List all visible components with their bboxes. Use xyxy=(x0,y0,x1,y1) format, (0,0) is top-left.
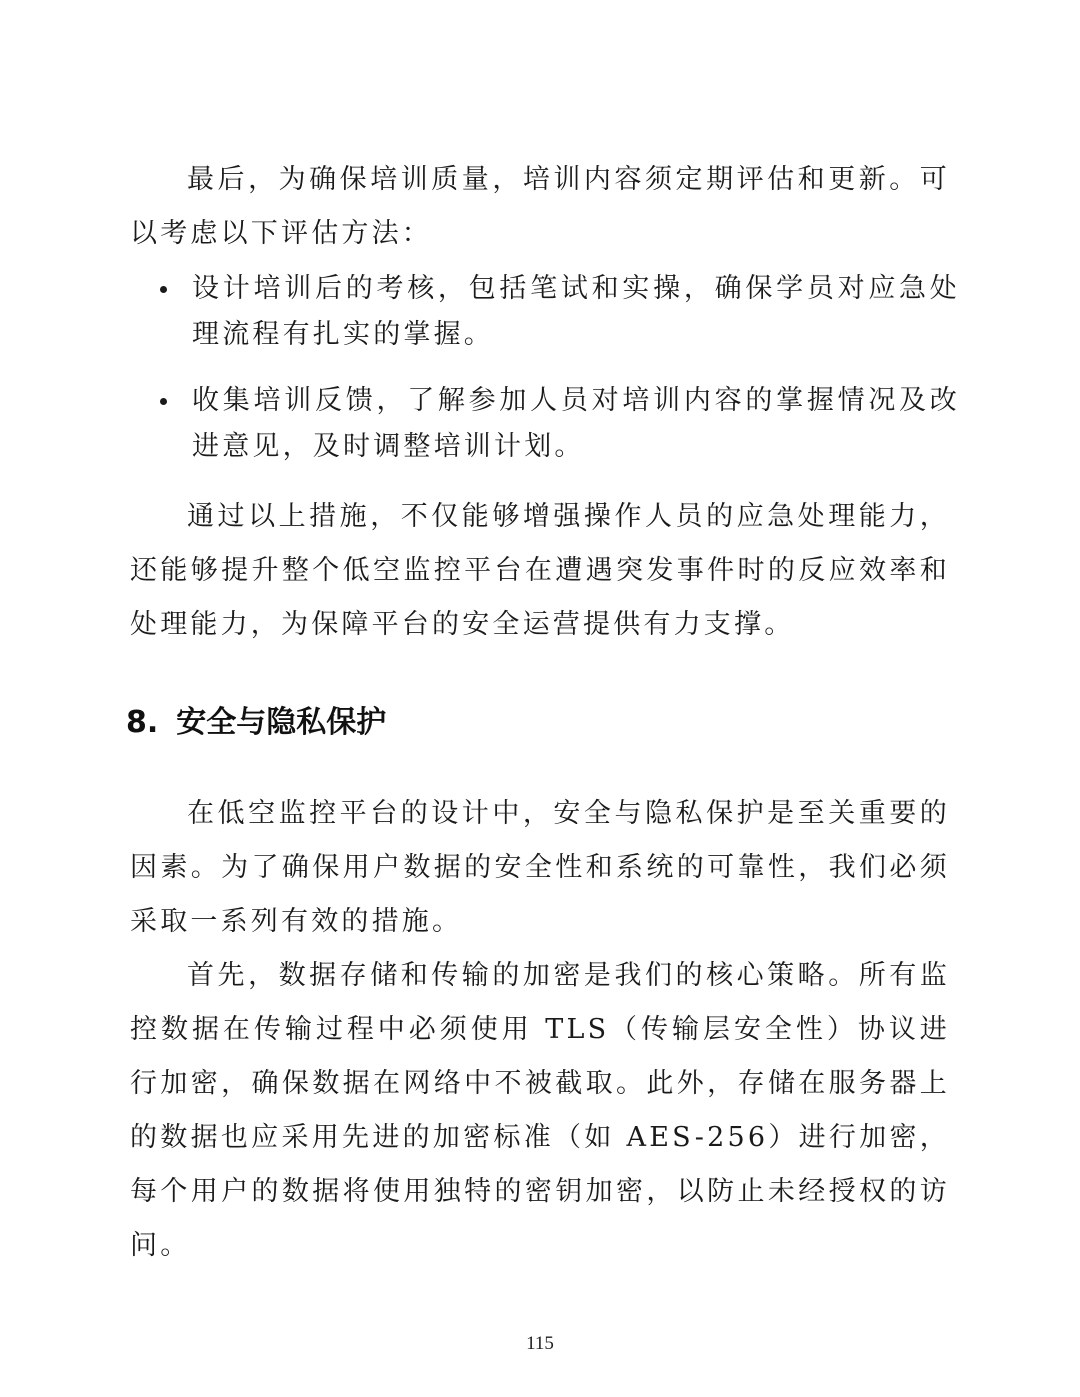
section-title: 安全与隐私保护 xyxy=(176,705,387,740)
list-item xyxy=(130,266,960,358)
page-number: 115 xyxy=(526,1333,554,1354)
list-item xyxy=(130,378,960,470)
bullet-dot-icon xyxy=(160,286,167,293)
paragraph-summary: 通过以上措施，不仅能够增强操作人员的应急处理能力，还能够提升整个低空监控平台在遭遇突发事件时的反应效率和处理能力，为保障平台的安全运营提供有力支撑。 xyxy=(130,501,950,640)
list-item-text: 收集培训反馈，了解参加人员对培训内容的掌握情况及改进意见，及时调整培训计划。 xyxy=(192,385,960,462)
evaluation-method-list xyxy=(130,266,960,470)
section-number: 8. xyxy=(126,705,159,740)
paragraph-evaluation-intro: 最后，为确保培训质量，培训内容须定期评估和更新。可以考虑以下评估方法： xyxy=(130,164,950,249)
paragraph-encryption: 首先，数据存储和传输的加密是我们的核心策略。所有监控数据在传输过程中必须使用 TLS（传输层安全性）协议进行加密，确保数据在网络中不被截取。此外，存储在服务器上的数据也应采用先进的加密标准（如 AES-256）进行加密，每个用户的数据将使用独特的密钥加密，以防止未经授权的访问。 xyxy=(130,960,950,1261)
bullet-dot-icon xyxy=(160,398,167,405)
list-item-text: 设计培训后的考核，包括笔试和实操，确保学员对应急处理流程有扎实的掌握。 xyxy=(192,273,960,350)
paragraph-security-intro: 在低空监控平台的设计中，安全与隐私保护是至关重要的因素。为了确保用户数据的安全性和系统的可靠性，我们必须采取一系列有效的措施。 xyxy=(130,798,950,937)
section-heading xyxy=(126,698,386,748)
